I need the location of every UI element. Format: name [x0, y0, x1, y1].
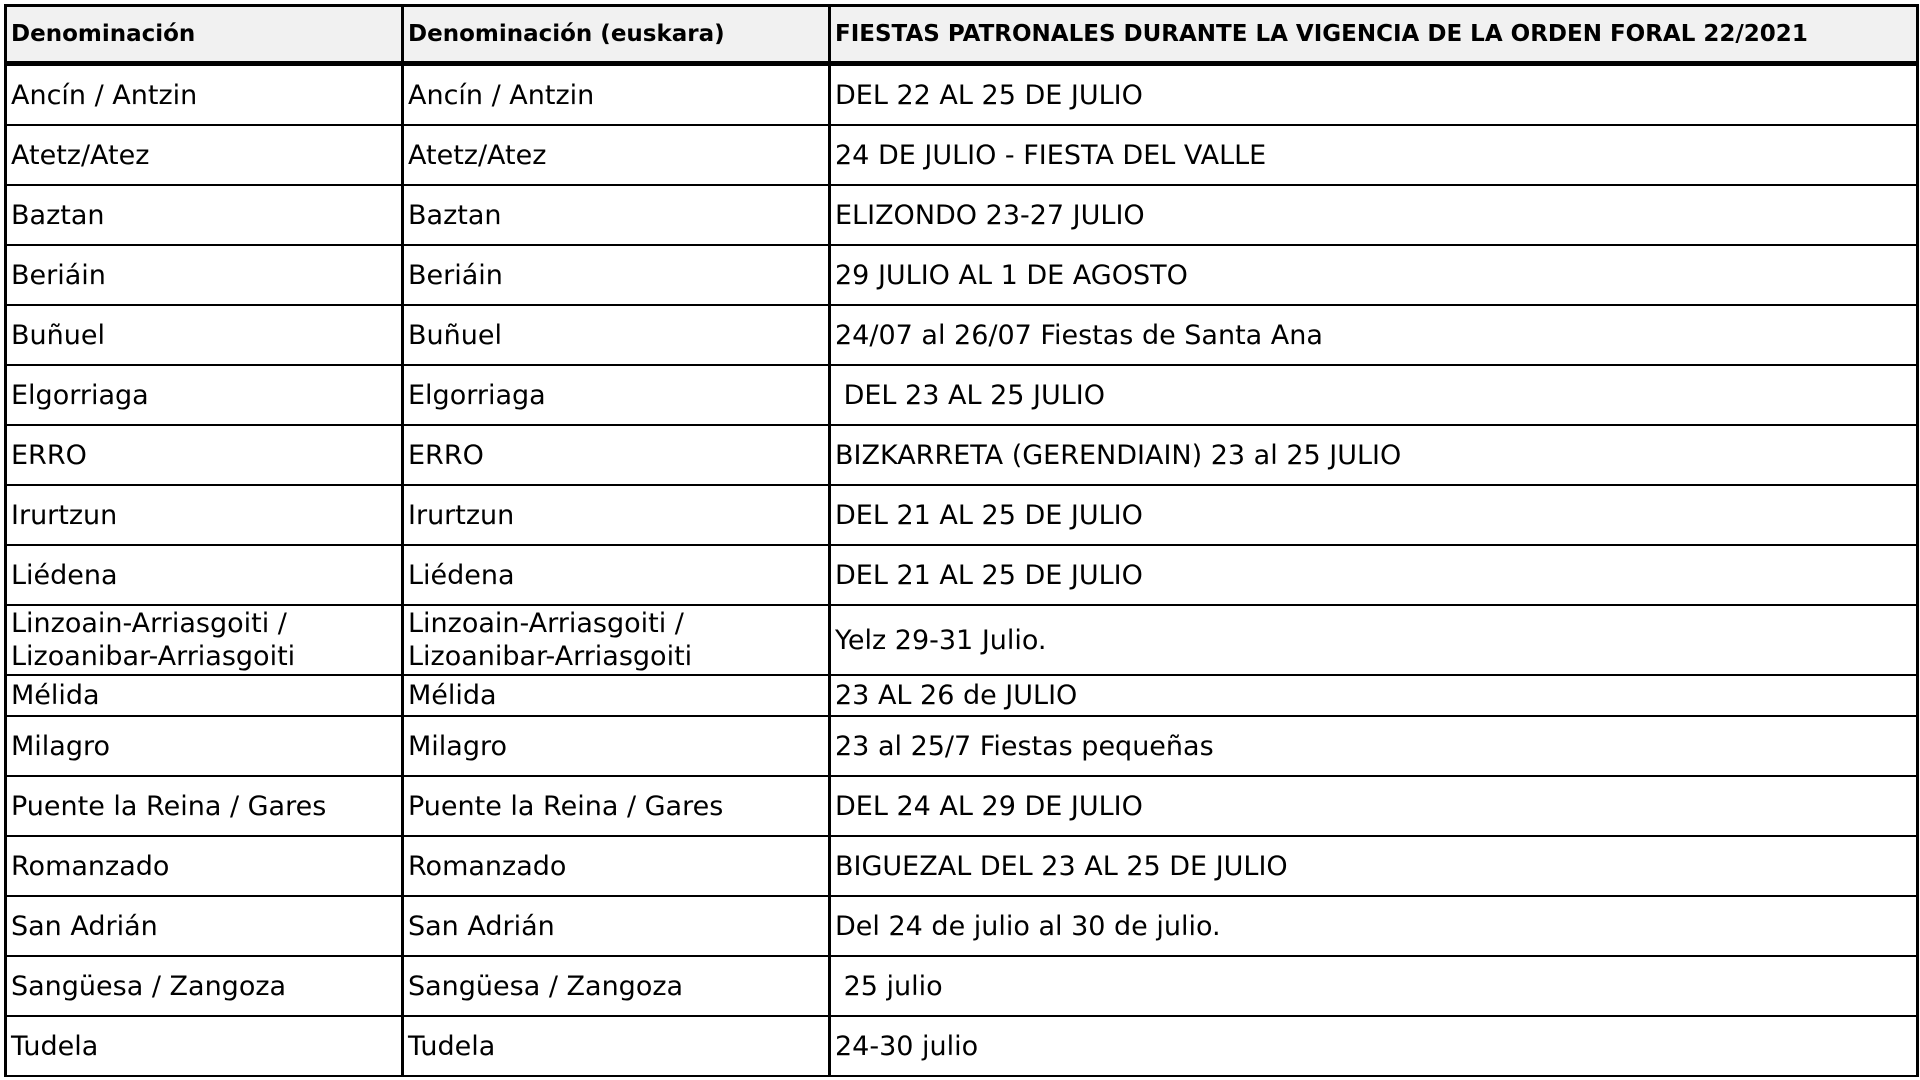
cell-fiestas[interactable]: DEL 21 AL 25 DE JULIO [830, 545, 1918, 605]
table-row [6, 425, 1918, 485]
cell-fiestas[interactable]: BIZKARRETA (GERENDIAIN) 23 al 25 JULIO [830, 425, 1918, 485]
cell-denominacion[interactable]: Mélida [6, 675, 403, 716]
cell-denominacion[interactable]: Beriáin [6, 245, 403, 305]
cell-denominacion[interactable]: Ancín / Antzin [6, 64, 403, 126]
header-fiestas-patronales: FIESTAS PATRONALES DURANTE LA VIGENCIA DE LA ORDEN FORAL 22/2021 [830, 6, 1918, 64]
cell-denominacion[interactable]: Buñuel [6, 305, 403, 365]
cell-denominacion-euskara[interactable]: Sangüesa / Zangoza [403, 956, 830, 1016]
cell-denominacion-euskara[interactable]: ERRO [403, 425, 830, 485]
table-row [6, 776, 1918, 836]
table-row [6, 185, 1918, 245]
table-row [6, 896, 1918, 956]
cell-fiestas[interactable]: 24-30 julio [830, 1016, 1918, 1076]
cell-fiestas[interactable]: 29 JULIO AL 1 DE AGOSTO [830, 245, 1918, 305]
cell-denominacion-euskara[interactable]: Tudela [403, 1016, 830, 1076]
cell-denominacion[interactable]: Linzoain-Arriasgoiti / Lizoanibar-Arriasgoiti [6, 605, 403, 675]
fiestas-table [4, 4, 1919, 1077]
table-row [6, 545, 1918, 605]
table-row [6, 675, 1918, 716]
cell-denominacion[interactable]: Tudela [6, 1016, 403, 1076]
cell-denominacion-euskara[interactable]: Mélida [403, 675, 830, 716]
cell-denominacion[interactable]: Atetz/Atez [6, 125, 403, 185]
table-row [6, 245, 1918, 305]
cell-fiestas[interactable]: Yelz 29-31 Julio. [830, 605, 1918, 675]
cell-denominacion-euskara[interactable]: Ancín / Antzin [403, 64, 830, 126]
cell-denominacion[interactable]: Baztan [6, 185, 403, 245]
cell-fiestas[interactable]: DEL 23 AL 25 JULIO [830, 365, 1918, 425]
table-row [6, 125, 1918, 185]
cell-denominacion-euskara[interactable]: Elgorriaga [403, 365, 830, 425]
cell-fiestas[interactable]: DEL 22 AL 25 DE JULIO [830, 64, 1918, 126]
cell-denominacion-euskara[interactable]: Puente la Reina / Gares [403, 776, 830, 836]
cell-denominacion-euskara[interactable]: Baztan [403, 185, 830, 245]
cell-denominacion[interactable]: Irurtzun [6, 485, 403, 545]
cell-denominacion-euskara[interactable]: Beriáin [403, 245, 830, 305]
cell-fiestas[interactable]: 23 AL 26 de JULIO [830, 675, 1918, 716]
table-row [6, 64, 1918, 126]
table-row [6, 956, 1918, 1016]
cell-denominacion-euskara[interactable]: Romanzado [403, 836, 830, 896]
cell-denominacion-euskara[interactable]: Milagro [403, 716, 830, 776]
cell-denominacion-euskara[interactable]: Atetz/Atez [403, 125, 830, 185]
cell-denominacion[interactable]: Milagro [6, 716, 403, 776]
cell-denominacion[interactable]: Puente la Reina / Gares [6, 776, 403, 836]
cell-fiestas[interactable]: ELIZONDO 23-27 JULIO [830, 185, 1918, 245]
cell-denominacion[interactable]: Elgorriaga [6, 365, 403, 425]
cell-fiestas[interactable]: 25 julio [830, 956, 1918, 1016]
cell-denominacion[interactable]: Sangüesa / Zangoza [6, 956, 403, 1016]
cell-denominacion-euskara[interactable]: Linzoain-Arriasgoiti / Lizoanibar-Arriasgoiti [403, 605, 830, 675]
cell-fiestas[interactable]: 23 al 25/7 Fiestas pequeñas [830, 716, 1918, 776]
table-row [6, 1016, 1918, 1076]
table-row [6, 716, 1918, 776]
cell-denominacion[interactable]: Romanzado [6, 836, 403, 896]
cell-denominacion-euskara[interactable]: Buñuel [403, 305, 830, 365]
cell-denominacion[interactable]: ERRO [6, 425, 403, 485]
table-row [6, 365, 1918, 425]
cell-fiestas[interactable]: DEL 21 AL 25 DE JULIO [830, 485, 1918, 545]
cell-denominacion-euskara[interactable]: Liédena [403, 545, 830, 605]
cell-fiestas[interactable]: Del 24 de julio al 30 de julio. [830, 896, 1918, 956]
cell-denominacion[interactable]: Liédena [6, 545, 403, 605]
cell-denominacion[interactable]: San Adrián [6, 896, 403, 956]
header-denominacion-euskara: Denominación (euskara) [403, 6, 830, 64]
table-row [6, 605, 1918, 675]
cell-fiestas[interactable]: DEL 24 AL 29 DE JULIO [830, 776, 1918, 836]
table-row [6, 485, 1918, 545]
cell-fiestas[interactable]: 24 DE JULIO - FIESTA DEL VALLE [830, 125, 1918, 185]
header-row [6, 6, 1918, 64]
table-row [6, 305, 1918, 365]
cell-fiestas[interactable]: BIGUEZAL DEL 23 AL 25 DE JULIO [830, 836, 1918, 896]
cell-denominacion-euskara[interactable]: San Adrián [403, 896, 830, 956]
cell-denominacion-euskara[interactable]: Irurtzun [403, 485, 830, 545]
cell-fiestas[interactable]: 24/07 al 26/07 Fiestas de Santa Ana [830, 305, 1918, 365]
header-denominacion: Denominación [6, 6, 403, 64]
table-row [6, 836, 1918, 896]
